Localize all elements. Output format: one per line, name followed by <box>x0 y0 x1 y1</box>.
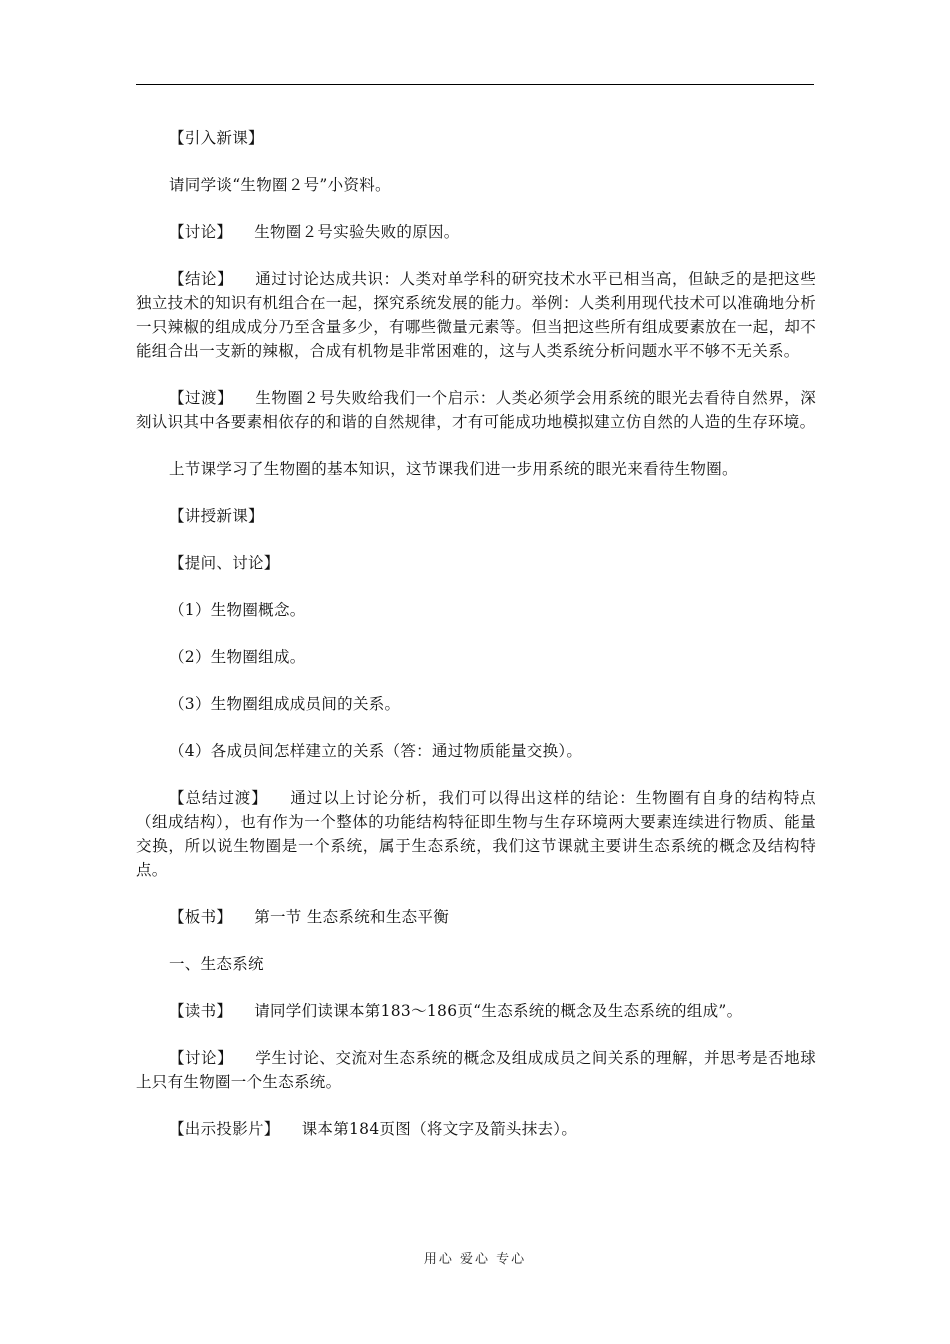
paragraph-tag: 【讨论】 <box>169 223 233 241</box>
document-body <box>136 126 816 1164</box>
paragraph-question-4 <box>136 739 816 763</box>
paragraph-intro-heading <box>136 126 816 150</box>
paragraph-tag: 【引入新课】 <box>169 129 264 147</box>
paragraph-text: 通过讨论达成共识：人类对单学科的研究技术水平已相当高，但缺乏的是把这些独立技术的知识有机组合在一起，探究系统发展的能力。举例：人类利用现代技术可以准确地分析一只辣椒的组成成分乃至含量多少，有哪些微量元素等。但当把这些所有组成要素放在一起，却不能组合出一支新的辣椒，合成有机物是非常困难的，这与人类系统分析问题水平不够不无关系。 <box>136 270 816 360</box>
paragraph-text: （2）生物圈组成。 <box>169 648 306 666</box>
paragraph-discussion-2 <box>136 1046 816 1094</box>
paragraph-section-heading <box>136 952 816 976</box>
paragraph-previous-lesson <box>136 457 816 481</box>
paragraph-tag: 【出示投影片】 <box>169 1120 280 1138</box>
paragraph-discussion-1 <box>136 220 816 244</box>
paragraph-tag: 【过渡】 <box>169 389 234 407</box>
paragraph-question-3 <box>136 692 816 716</box>
paragraph-question-1 <box>136 598 816 622</box>
paragraph-tag: 【读书】 <box>169 1002 233 1020</box>
paragraph-blackboard <box>136 905 816 929</box>
paragraph-text: （1）生物圈概念。 <box>169 601 306 619</box>
paragraph-reading <box>136 999 816 1023</box>
paragraph-tag: 【结论】 <box>169 270 234 288</box>
paragraph-questions-heading <box>136 551 816 575</box>
paragraph-tag: 【讨论】 <box>169 1049 234 1067</box>
paragraph-question-2 <box>136 645 816 669</box>
header-rule <box>136 84 814 85</box>
paragraph-tag: 【提问、讨论】 <box>169 554 280 572</box>
paragraph-text: （3）生物圈组成成员间的关系。 <box>169 695 401 713</box>
paragraph-text: 上节课学习了生物圈的基本知识，这节课我们进一步用系统的眼光来看待生物圈。 <box>169 460 738 478</box>
paragraph-tag: 【讲授新课】 <box>169 507 264 525</box>
paragraph-transition <box>136 386 816 434</box>
paragraph-summary-transition <box>136 786 816 882</box>
page-footer: 用心 爱心 专心 <box>423 1252 527 1267</box>
paragraph-text: 请同学谈“生物圈２号”小资料。 <box>169 176 391 194</box>
paragraph-new-lesson-heading <box>136 504 816 528</box>
paragraph-text: 第一节 生态系统和生态平衡 <box>254 908 450 926</box>
paragraph-tag: 【板书】 <box>169 908 233 926</box>
paragraph-text: （4）各成员间怎样建立的关系（答：通过物质能量交换）。 <box>169 742 583 760</box>
paragraph-biosphere2-reading <box>136 173 816 197</box>
paragraph-slide <box>136 1117 816 1141</box>
paragraph-text: 生物圈２号失败给我们一个启示：人类必须学会用系统的眼光去看待自然界，深刻认识其中各要素相依存的和谐的自然规律，才有可能成功地模拟建立仿自然的人造的生存环境。 <box>136 389 816 431</box>
paragraph-tag: 【总结过渡】 <box>169 789 268 807</box>
paragraph-text: 一、生态系统 <box>169 955 264 973</box>
paragraph-text: 通过以上讨论分析，我们可以得出这样的结论：生物圈有自身的结构特点（组成结构），也有作为一个整体的功能结构特征即生物与生存环境两大要素连续进行物质、能量交换，所以说生物圈是一个系统，属于生态系统，我们这节课就主要讲生态系统的概念及结构特点。 <box>136 789 816 879</box>
paragraph-text: 生物圈２号实验失败的原因。 <box>254 223 460 241</box>
paragraph-text: 学生讨论、交流对生态系统的概念及组成成员之间关系的理解，并思考是否地球上只有生物圈一个生态系统。 <box>136 1049 816 1091</box>
paragraph-text: 课本第184页图（将文字及箭头抹去）。 <box>301 1120 578 1138</box>
paragraph-text: 请同学们读课本第183～186页“生态系统的概念及生态系统的组成”。 <box>254 1002 743 1020</box>
paragraph-conclusion <box>136 267 816 363</box>
